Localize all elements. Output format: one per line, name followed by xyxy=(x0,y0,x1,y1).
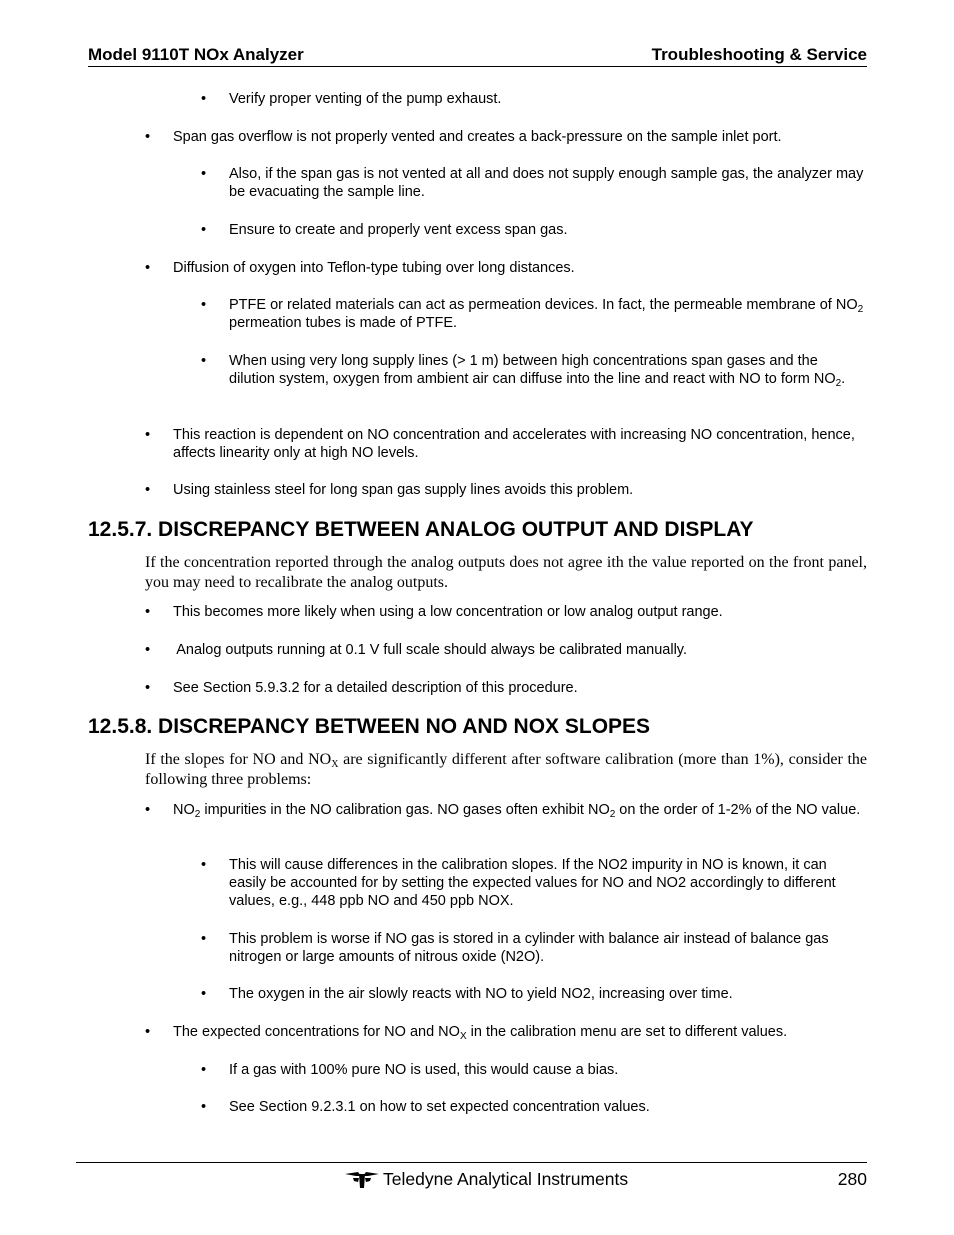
list-item-text: Analog outputs running at 0.1 V full scale should always be calibrated manually. xyxy=(173,642,687,658)
list-item xyxy=(145,641,865,659)
list-item-text: The oxygen in the air slowly reacts with NO to yield NO2, increasing over time. xyxy=(229,986,733,1002)
text-run: impurities in the NO calibration gas. NO gases often exhibit NO xyxy=(200,802,610,818)
list-item-text: This reaction is dependent on NO concentration and accelerates with increasing NO concentration, hence, affects linearity only at high NO levels. xyxy=(173,427,855,461)
list-item xyxy=(201,90,867,108)
teledyne-logo-icon xyxy=(345,1170,379,1190)
list-item-text: Diffusion of oxygen into Teflon-type tubing over long distances. xyxy=(173,260,575,276)
text-run: If the slopes for NO and NO xyxy=(145,751,332,768)
bullet: • xyxy=(201,222,207,238)
text-run: NO xyxy=(173,802,195,818)
text-run: When using very long supply lines (> 1 m) between high concentrations span gases and the dilution system, oxygen from ambient air can diffuse into the line and react with NO to form NO xyxy=(229,353,836,387)
bullet: • xyxy=(145,604,151,620)
list-item xyxy=(145,801,865,819)
list-item-text: This will cause differences in the calibration slopes. If the NO2 impurity in NO is known, it can easily be accounted for by setting the expected values for NO and NO2 accordingly to different values, e.g., 448 ppb NO and 450 ppb NOX. xyxy=(229,857,836,909)
page-header xyxy=(88,44,867,67)
list-item xyxy=(145,259,865,277)
list-item-text: If a gas with 100% pure NO is used, this would cause a bias. xyxy=(229,1062,619,1078)
subscript: 2 xyxy=(835,378,842,389)
list-item xyxy=(145,679,865,697)
bullet: • xyxy=(145,482,151,498)
bullet: • xyxy=(145,427,151,443)
section-heading-12-5-7: 12.5.7. DISCREPANCY BETWEEN ANALOG OUTPUT AND DISPLAY xyxy=(88,518,754,541)
bullet: • xyxy=(201,91,207,107)
bullet: • xyxy=(201,353,207,369)
subscript: X xyxy=(459,1031,467,1042)
list-item xyxy=(201,1061,867,1079)
list-item xyxy=(201,1098,867,1116)
list-item-text: Span gas overflow is not properly vented and creates a back-pressure on the sample inlet port. xyxy=(173,129,782,145)
section-paragraph xyxy=(145,750,867,790)
list-item xyxy=(145,481,865,499)
list-item xyxy=(201,352,867,388)
list-item-text xyxy=(173,1023,865,1041)
list-item-text: Using stainless steel for long span gas supply lines avoids this problem. xyxy=(173,482,634,498)
bullet: • xyxy=(145,680,151,696)
list-item-text xyxy=(229,296,867,332)
list-item-text: Also, if the span gas is not vented at all and does not supply enough sample gas, the analyzer may be evacuating the sample line. xyxy=(229,166,864,200)
bullet: • xyxy=(201,857,207,873)
list-item xyxy=(201,985,867,1003)
text-run: permeation tubes is made of PTFE. xyxy=(229,315,458,331)
bullet: • xyxy=(201,1099,207,1115)
list-item xyxy=(201,856,867,910)
list-item xyxy=(145,1023,865,1041)
page-number: 280 xyxy=(837,1169,867,1189)
text-run: in the calibration menu are set to different values. xyxy=(466,1024,788,1040)
list-item xyxy=(201,296,867,332)
list-item-text: See Section 9.2.3.1 on how to set expected concentration values. xyxy=(229,1099,650,1115)
section-heading-12-5-8: 12.5.8. DISCREPANCY BETWEEN NO AND NOX SLOPES xyxy=(88,715,651,738)
list-item-text: This problem is worse if NO gas is stored in a cylinder with balance air instead of balance gas nitrogen or large amounts of nitrous oxide (N2O). xyxy=(229,931,829,965)
footer-company: Teledyne Analytical Instruments xyxy=(383,1169,629,1189)
bullet: • xyxy=(201,986,207,1002)
list-item xyxy=(145,603,865,621)
bullet: • xyxy=(145,802,151,818)
section-paragraph: If the concentration reported through the analog outputs does not agree ith the value reported on the front panel, you may need to recalibrate the analog outputs. xyxy=(145,554,867,591)
bullet: • xyxy=(201,166,207,182)
list-item xyxy=(145,426,865,462)
list-item xyxy=(201,930,867,966)
list-item-text: This becomes more likely when using a low concentration or low analog output range. xyxy=(173,604,723,620)
subscript: 2 xyxy=(609,809,616,820)
list-item xyxy=(201,221,867,239)
bullet: • xyxy=(201,931,207,947)
bullet: • xyxy=(145,260,151,276)
list-item-text: See Section 5.9.3.2 for a detailed description of this procedure. xyxy=(173,680,578,696)
bullet: • xyxy=(201,297,207,313)
bullet: • xyxy=(145,642,151,658)
subscript: 2 xyxy=(857,304,864,315)
text-run: on the order of 1-2% of the NO value. xyxy=(615,802,861,818)
subscript: X xyxy=(331,759,339,770)
subscript: 2 xyxy=(194,809,201,820)
list-item-text xyxy=(173,801,865,819)
list-item xyxy=(145,128,865,146)
text-run: are significantly different after software calibration (more than 1%), consider the following three problems: xyxy=(145,751,868,788)
list-item xyxy=(201,165,867,201)
list-item-text: Ensure to create and properly vent excess span gas. xyxy=(229,222,568,238)
bullet: • xyxy=(145,129,151,145)
text-run: . xyxy=(841,371,846,387)
bullet: • xyxy=(201,1062,207,1078)
header-title: Model 9110T NOx Analyzer xyxy=(88,45,304,64)
footer-divider xyxy=(76,1162,867,1163)
bullet: • xyxy=(145,1024,151,1040)
text-run: PTFE or related materials can act as permeation devices. In fact, the permeable membrane of NO xyxy=(229,297,858,313)
list-item-text xyxy=(229,352,867,388)
text-run: The expected concentrations for NO and NO xyxy=(173,1024,460,1040)
header-section: Troubleshooting & Service xyxy=(651,45,867,64)
list-item-text: Verify proper venting of the pump exhaust. xyxy=(229,91,502,107)
